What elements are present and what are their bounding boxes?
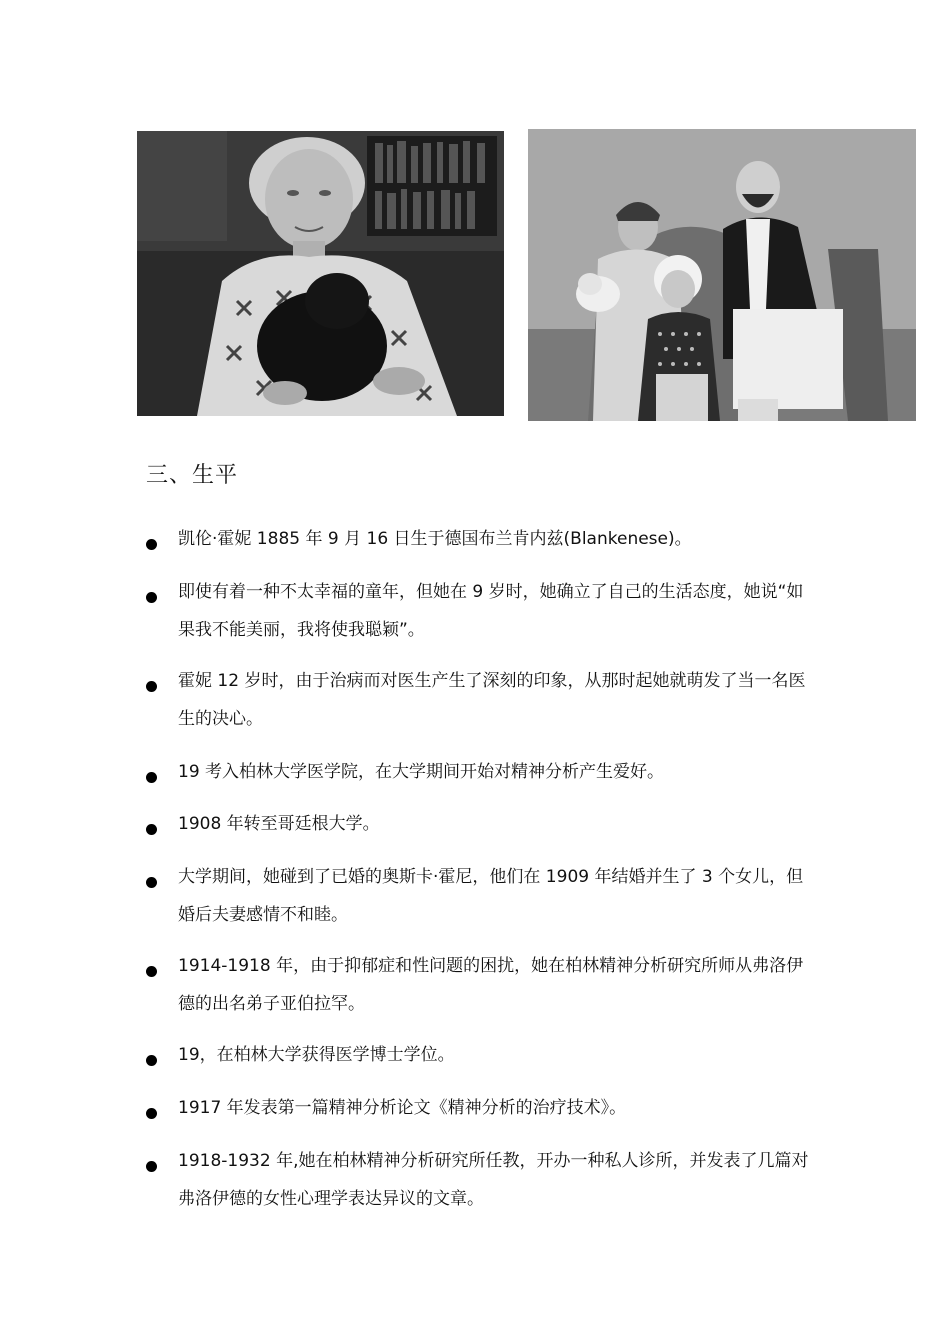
bullet-icon: [146, 539, 157, 550]
portrait-photo: [137, 131, 504, 416]
portrait-photo-woman-with-dog-icon: [137, 131, 504, 416]
list-item-text: 1914-1918 年，由于抑郁症和性问题的困扰，她在柏林精神分析研究所师从弗洛伊德的出名弟子亚伯拉罕。: [178, 956, 804, 1014]
bullet-icon: [146, 1055, 157, 1066]
bullet-icon: [146, 1161, 157, 1172]
bullet-icon: [146, 592, 157, 603]
list-item-text: 即使有着一种不太幸福的童年，但她在 9 岁时，她确立了自己的生活态度，她说“如果我不能美丽，我将使我聪颖”。: [178, 582, 804, 640]
list-item-text: 19 考入柏林大学医学院，在大学期间开始对精神分析产生爱好。: [178, 762, 665, 782]
list-item-text: 19，在柏林大学获得医学博士学位。: [178, 1045, 455, 1065]
list-item-text: 1908 年转至哥廷根大学。: [178, 814, 380, 834]
list-item-text: 大学期间，她碰到了已婚的奥斯卡·霍尼，他们在 1909 年结婚并生了 3 个女儿，但婚后夫妻感情不和睦。: [178, 867, 804, 925]
list-item-text: 凯伦·霍妮 1885 年 9 月 16 日生于德国布兰肯内兹(Blankenese)。: [178, 529, 692, 549]
list-item-text: 1917 年发表第一篇精神分析论文《精神分析的治疗技术》。: [178, 1098, 627, 1118]
bullet-icon: [146, 772, 157, 783]
section-heading: 三、生平: [146, 463, 239, 488]
family-photo-icon: [528, 129, 916, 421]
bullet-icon: [146, 824, 157, 835]
list-item-text: 1918-1932 年,她在柏林精神分析研究所任教，开办一种私人诊所，并发表了几篇对弗洛伊德的女性心理学表达异议的文章。: [178, 1151, 809, 1209]
list-item-text: 霍妮 12 岁时，由于治病而对医生产生了深刻的印象，从那时起她就萌发了当一名医生的决心。: [178, 671, 806, 729]
bullet-icon: [146, 1108, 157, 1119]
family-photo: [528, 129, 916, 421]
bullet-icon: [146, 877, 157, 888]
bullet-icon: [146, 966, 157, 977]
bullet-icon: [146, 681, 157, 692]
